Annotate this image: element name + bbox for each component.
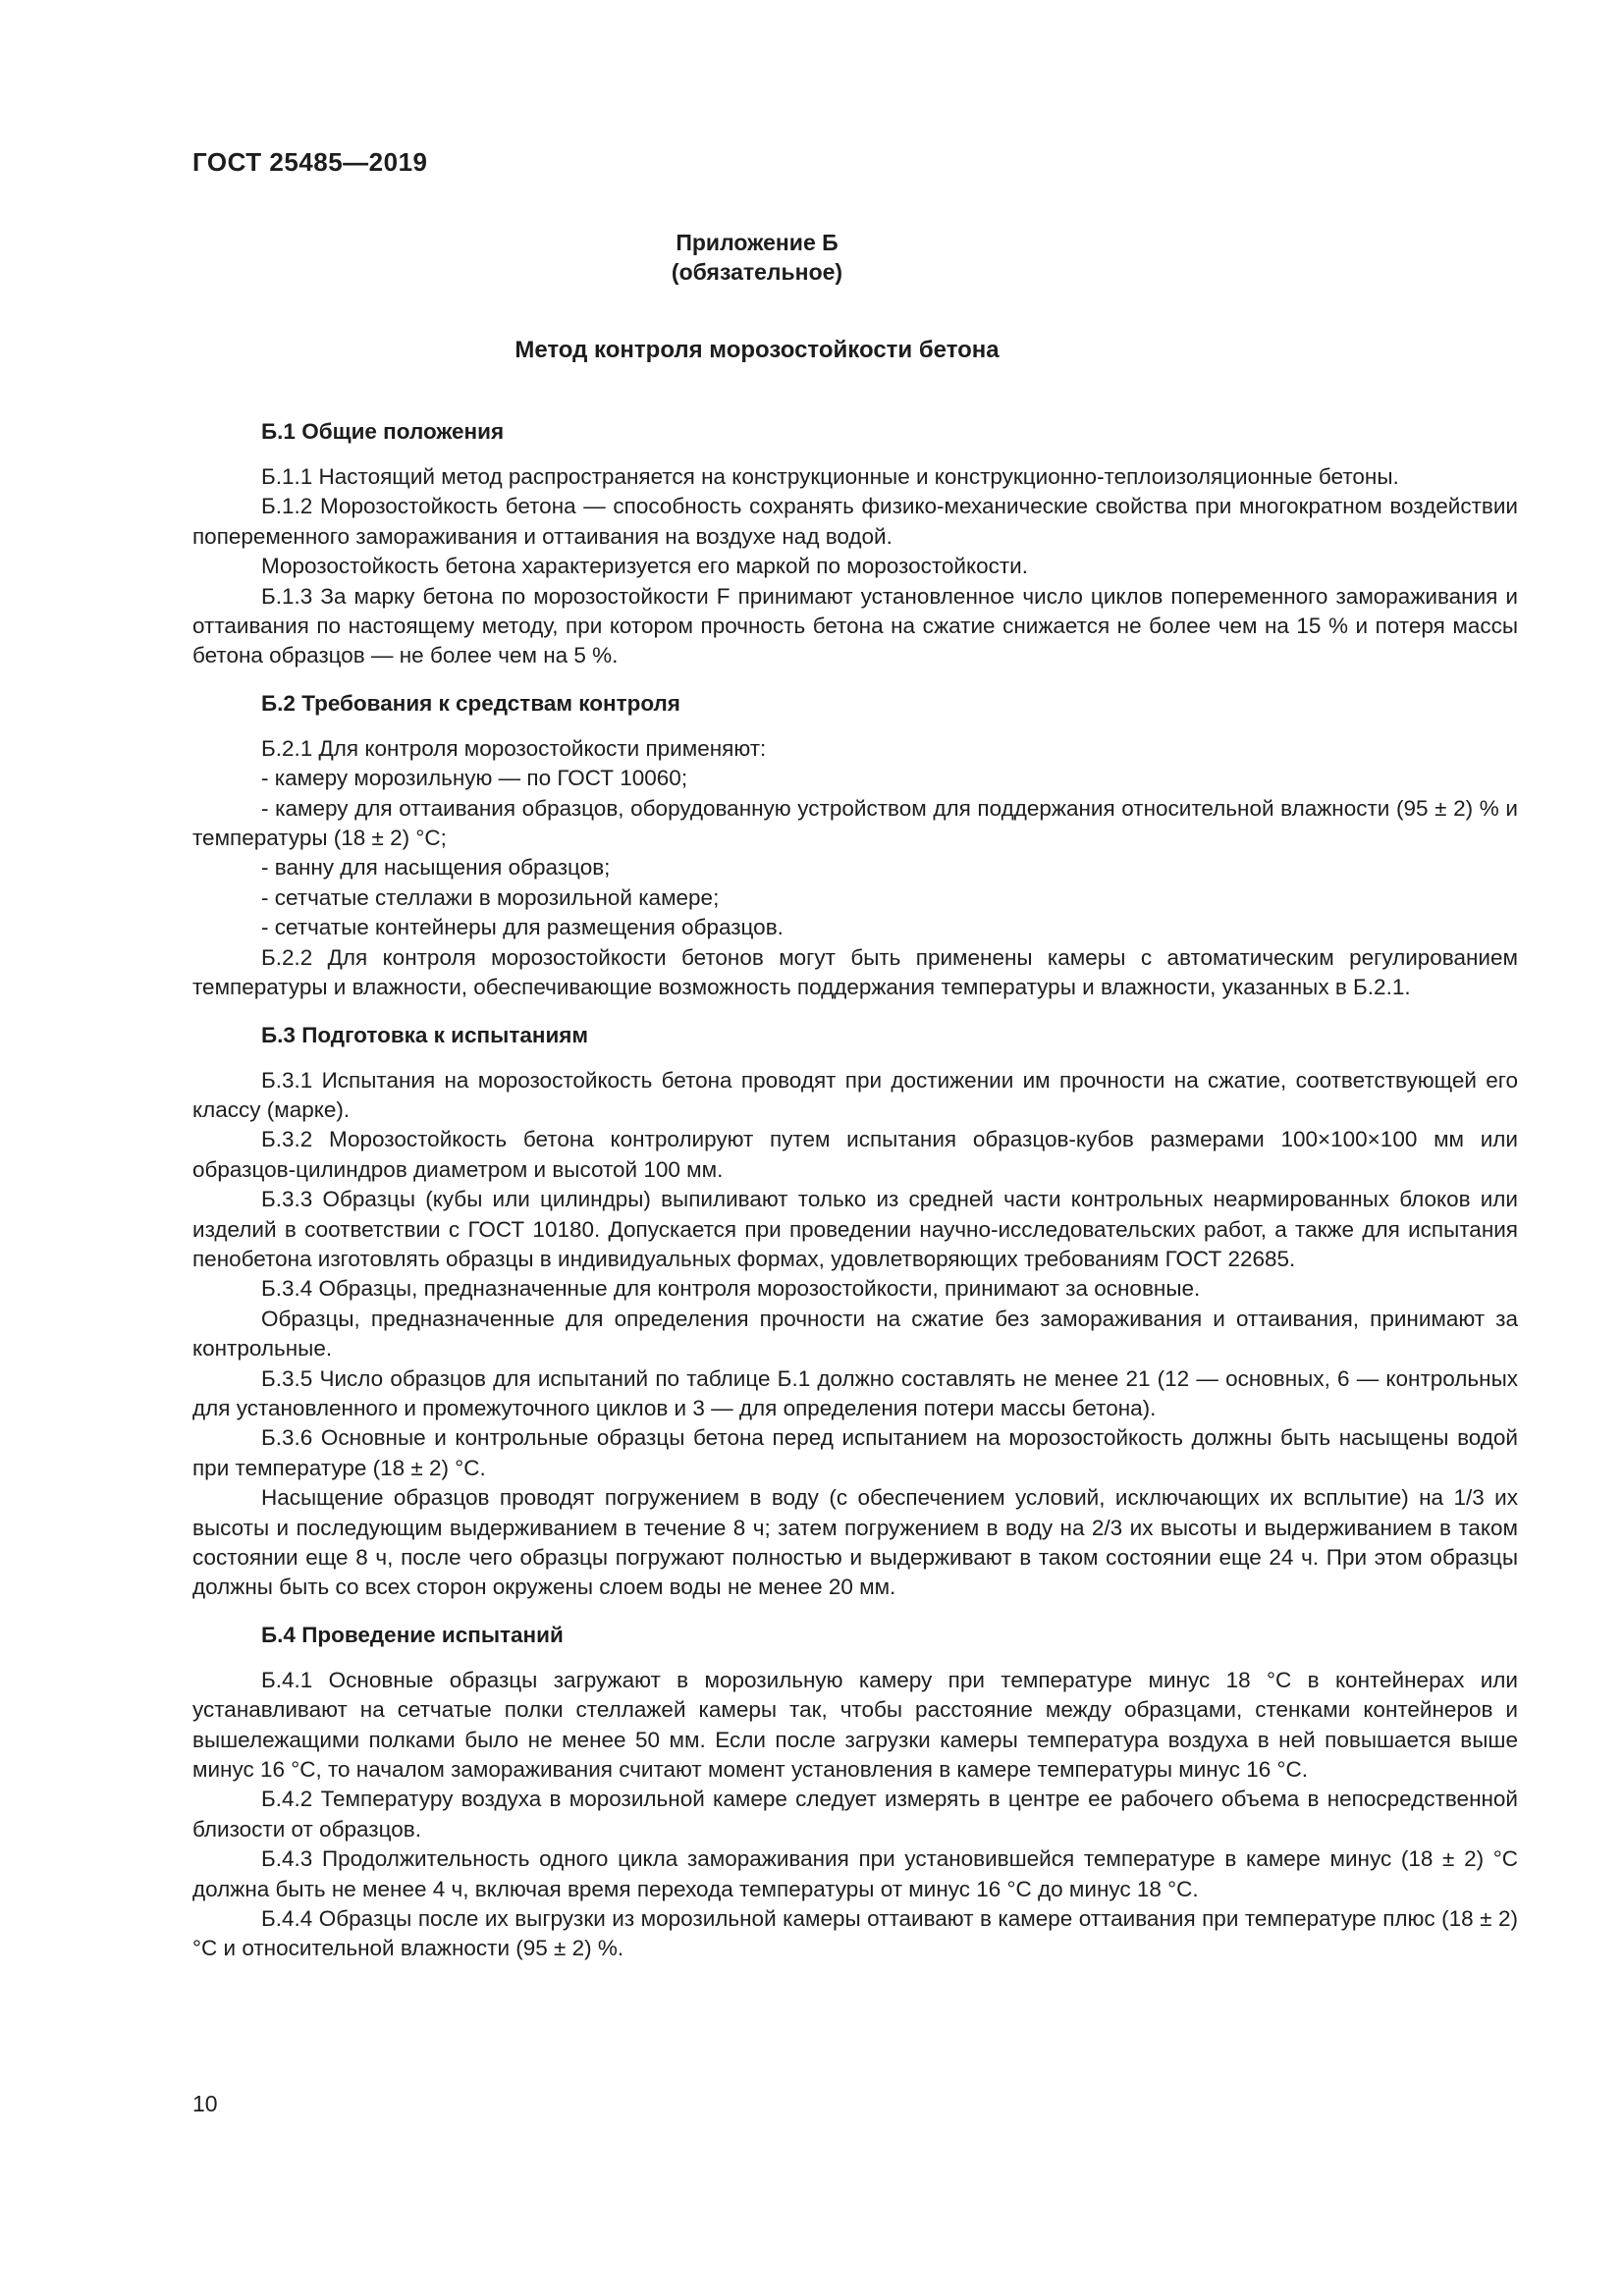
appendix-title: Приложение Б: [676, 230, 839, 255]
paragraph: Б.3.4 Образцы, предназначенные для контроля морозостойкости, принимают за основные.: [261, 1276, 1201, 1302]
section-b4: [192, 1621, 1518, 1964]
list-item: - ванну для насыщения образцов;: [261, 855, 611, 881]
paragraph: Б.2.2 Для контроля морозостойкости бетонов могут быть применены камеры с автоматическим регулированием температуры и влажности, обеспечивающие возможность поддержания температуры и влажности, указанных в Б.2.1.: [192, 944, 1518, 1000]
paragraph: Б.3.2 Морозостойкость бетона контролируют путем испытания образцов-кубов размерами 100×100×100 мм или образцов-цилиндров диаметром и высотой 100 мм.: [192, 1127, 1518, 1182]
list-item: - сетчатые стеллажи в морозильной камере;: [261, 884, 720, 910]
paragraph: Б.4.3 Продолжительность одного цикла замораживания при установившейся температуре в камере минус (18 ± 2) °С должна быть не менее 4 ч, включая время перехода температуры от минус 16 °С до минус 18 °С.: [192, 1846, 1518, 1901]
paragraph: Б.4.4 Образцы после их выгрузки из морозильной камеры оттаивают в камере оттаивания при температуре плюс (18 ± 2) °С и относительной влажности (95 ± 2) %.: [192, 1906, 1518, 1961]
appendix-heading: [192, 228, 1322, 287]
paragraph: Б.3.3 Образцы (кубы или цилиндры) выпиливают только из средней части контрольных неармированных блоков или изделий в соответствии с ГОСТ 10180. Допускается при проведении научно-исследовательских работ, а также для испытания пенобетона изготовлять образцы в индивидуальных формах, удовлетворяющих требованиям ГОСТ 22685.: [192, 1187, 1518, 1271]
page-number: 10: [192, 2091, 218, 2116]
paragraph: Б.4.2 Температуру воздуха в морозильной камере следует измерять в центре ее рабочего объема в непосредственной близости от образцов.: [192, 1787, 1518, 1842]
list-item: - камеру морозильную — по ГОСТ 10060;: [261, 766, 688, 791]
paragraph: Морозостойкость бетона характеризуется его маркой по морозостойкости.: [261, 554, 1028, 579]
document-header: ГОСТ 25485—2019: [192, 147, 428, 177]
method-title: Метод контроля морозостойкости бетона: [514, 337, 1000, 363]
paragraph: Образцы, предназначенные для определения прочности на сжатие без замораживания и оттаивания, принимают за контрольные.: [192, 1306, 1518, 1362]
list-item: - сетчатые контейнеры для размещения образцов.: [261, 915, 784, 940]
list-item: - камеру для оттаивания образцов, оборудованную устройством для поддержания относительной влажности (95 ± 2) % и температуры (18 ± 2) °С;: [192, 795, 1518, 851]
paragraph: Б.3.6 Основные и контрольные образцы бетона перед испытанием на морозостойкость должны быть насыщены водой при температуре (18 ± 2) °С.: [192, 1425, 1518, 1480]
paragraph: Б.1.3 За марку бетона по морозостойкости F принимают установленное число циклов попеременного замораживания и оттаивания по настоящему методу, при котором прочность бетона на сжатие снижается не более чем на 15 % и потеря массы бетона образцов — не более чем на 5 %.: [192, 583, 1518, 668]
section-heading: Б.4 Проведение испытаний: [261, 1622, 564, 1647]
section-b3: [192, 1021, 1518, 1603]
paragraph: Б.3.1 Испытания на морозостойкость бетона проводят при достижении им прочности на сжатие, соответствующей его классу (марке).: [192, 1067, 1518, 1122]
paragraph: Б.1.1 Настоящий метод распространяется на конструкционные и конструкционно-теплоизоляционные бетоны.: [261, 464, 1399, 489]
document-body: [192, 417, 1518, 1964]
appendix-status: (обязательное): [671, 259, 843, 285]
paragraph: Б.1.2 Морозостойкость бетона — способность сохранять физико-механические свойства при многократном воздействии попеременного замораживания и оттаивания на воздухе над водой.: [192, 494, 1518, 549]
section-heading: Б.1 Общие положения: [261, 419, 505, 444]
section-heading: Б.3 Подготовка к испытаниям: [261, 1022, 589, 1047]
paragraph: Б.4.1 Основные образцы загружают в морозильную камеру при температуре минус 18 °С в контейнерах или устанавливают на сетчатые полки стеллажей камеры так, чтобы расстояние между образцами, стенками контейнеров и вышележащими полками было не менее 50 мм. Если после загрузки камеры температура воздуха в ней повышается выше минус 16 °С, то началом замораживания считают момент установления в камере температуры минус 16 °С.: [192, 1667, 1518, 1783]
section-b2: [192, 689, 1518, 1003]
section-b1: [192, 417, 1518, 671]
paragraph: Б.3.5 Число образцов для испытаний по таблице Б.1 должно составлять не менее 21 (12 — основных, 6 — контрольных для установленного и промежуточного циклов и 3 — для определения потери массы бетона).: [192, 1365, 1518, 1420]
paragraph: Насыщение образцов проводят погружением в воду (с обеспечением условий, исключающих их всплытие) на 1/3 их высоты и последующим выдерживанием в течение 8 ч; затем погружением в воду на 2/3 их высоты и выдерживанием в таком состоянии еще 8 ч, после чего образцы погружают полностью и выдерживают в таком состоянии еще 24 ч. При этом образцы должны быть со всех сторон окружены слоем воды не менее 20 мм.: [192, 1485, 1518, 1600]
paragraph: Б.2.1 Для контроля морозостойкости применяют:: [261, 735, 767, 761]
section-heading: Б.2 Требования к средствам контроля: [261, 690, 680, 716]
